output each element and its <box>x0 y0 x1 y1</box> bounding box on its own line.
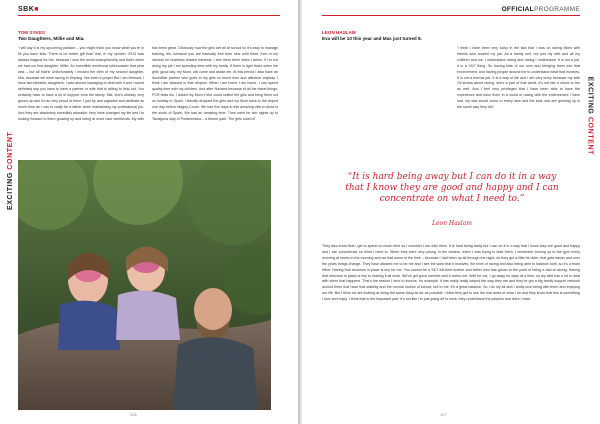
left-page <box>0 0 298 424</box>
question-heading-left <box>18 30 278 42</box>
family-photo <box>18 160 271 410</box>
brand-name: SBK <box>18 6 35 13</box>
photo-illustration <box>18 160 271 410</box>
answer-summary: Two Daughters, Millie and Mia. <box>18 36 85 41</box>
programme-header <box>502 6 580 13</box>
header-prefix: OFFICIAL <box>501 6 534 13</box>
right-body-top: 'I think I have been very lucky in the fact that I was on racing bikes with friends who shared my job. As a family unit, not just my wife and all my children and me, I understand racing and racing I understand. It is not a job, it is a 24/7 thing. So having kids of our own and bringing them into that environment, and having people around me to understand what that involves. It is not a normal job. It is a way of life and I am very lucky because my wife Oli knows about racing, she's a part of that world, it's not like a shock to her as well. And I feel very privileged that I have been able to have the experience and have them in a world of racing with the environment I have had, my dad would come to every race and the kids now are growing up in the same way they did.' <box>457 46 580 110</box>
header-suffix: PROGRAMME <box>533 6 580 13</box>
side-label-right <box>586 77 593 155</box>
pull-quote: “It is hard being away but I can do it in a way that I know they are good and happy and I can concentrate on what I need to.” <box>345 172 559 204</box>
question-heading-right <box>322 30 580 42</box>
header-rule <box>18 15 280 16</box>
right-page <box>302 0 600 424</box>
brand-logo <box>18 6 39 13</box>
header-rule-right <box>322 15 580 16</box>
left-body-text: 'I will say it is my upcoming passion – you might think you know what you're in till you have kids. There is no better gift than that, in my opinion. 2013 was always magical for me, because I won the world championship and that's when we had our first daughter, Millie. An incredible emotional rollercoaster that year was – but all that's! Unfortunately I missed the birth of my second daughter, Mia, because we were racing in Sepang. Not even a proper But I am blessed, I have two fantastic daughters, I was almost managing to deal with it and I would definitely say you have to have a partner or wife that is willing to help out. You certainly have to have a lot of support from the family. Mia, she's already very grown up and I'm so very proud of them. I just try and organise and dedicate as much time as I can to really be a father while maintaining my professional job. And they are absolutely incredibly adorable, they have changed my life and I'm looking forward to them growing up and being at more race weekends. My wife has been great. Obviously now the girls are all at school so it's easy to manage training, etc, because you are basically free from nine until three, then in my window for business related interests. I see them there when I arrive, if I'm not doing my job I am spending time with my family. If there is light that's when the girls' good day, my Mum, will come and assist me. At this period I also have an incredible partner who goes to my girls so much time and affection anyway. I think I am blessed in that respect. When I am home I am home. I can spend quality time with my children. And after Navarra because of all the travel things, PCR tests etc, I asked my Mum if she could collect the girls and bring them out on holiday to Spain. I literally dropped the girls and my Mum back to the airport one day before Magny-Cours. We had five days in this amazing villa in Alora in the south of Spain. We had an amazing time. Then went for two nights up to Tarragona stay in Portaventura – a theme park. The girls loved it!' <box>18 46 278 121</box>
brand-mark-icon: ■ <box>34 6 40 13</box>
page-number-right: 107 <box>440 412 447 417</box>
answer-summary-right: Eva will be 10 this year and Max just turned 8. <box>322 36 422 41</box>
side-label-part1-right: EXCITING <box>586 76 593 115</box>
pull-quote-attribution: Leon Haslam <box>432 220 472 227</box>
side-label-part1: EXCITING <box>7 172 14 210</box>
side-label-part2-right: CONTENT <box>586 116 593 155</box>
right-body-bottom: They also know that I get to spend so much time so I consider I am with them. It is hard being away but I can do it in a way that I know they are good and happy and I can concentrate on what I need to. When they were very young, in the winters, when I was trying to lead them, I remember turning up to the gym every morning at seven in the morning and we had some of the time – because I had been up all through the night. As they get a little bit older, that gets easier and over the years things change. They have allowed me to be me and I see the work that it involves, the level of racing and also being able to balance both, so it's a team effort. Having that structure in place is key for me. You cannot be a 24/7 full-time mother and father who has grown to the point of being a dad at racing. Having that structure in place is key to making it all work. We've got good nannies and it works out. Well for me, I go away for days at a time, so my wife has a lot to deal with when that happens. That's the reason I tend to involve, for example. It has really really helped the way they are and they've got a big family support network around them that have that stability and the normal routine of school, but to me, it's a great balance. So I do my bit and I really love being with them and enjoying our life. But I think we are looking at doing the same thing as far as possible. I think they get to see the real sides of what I do and they know that this is something I love and enjoy. I think that is the important part. It's not like I'm just going off to work; they understand the passion and drive I have. <box>322 244 580 302</box>
question-name: TOM SYKES <box>18 30 45 35</box>
question-name-right: LEON HASLAM <box>322 30 356 35</box>
page-number-left: 106 <box>130 412 137 417</box>
side-label-left <box>7 132 14 210</box>
side-label-part2: CONTENT <box>7 131 14 170</box>
